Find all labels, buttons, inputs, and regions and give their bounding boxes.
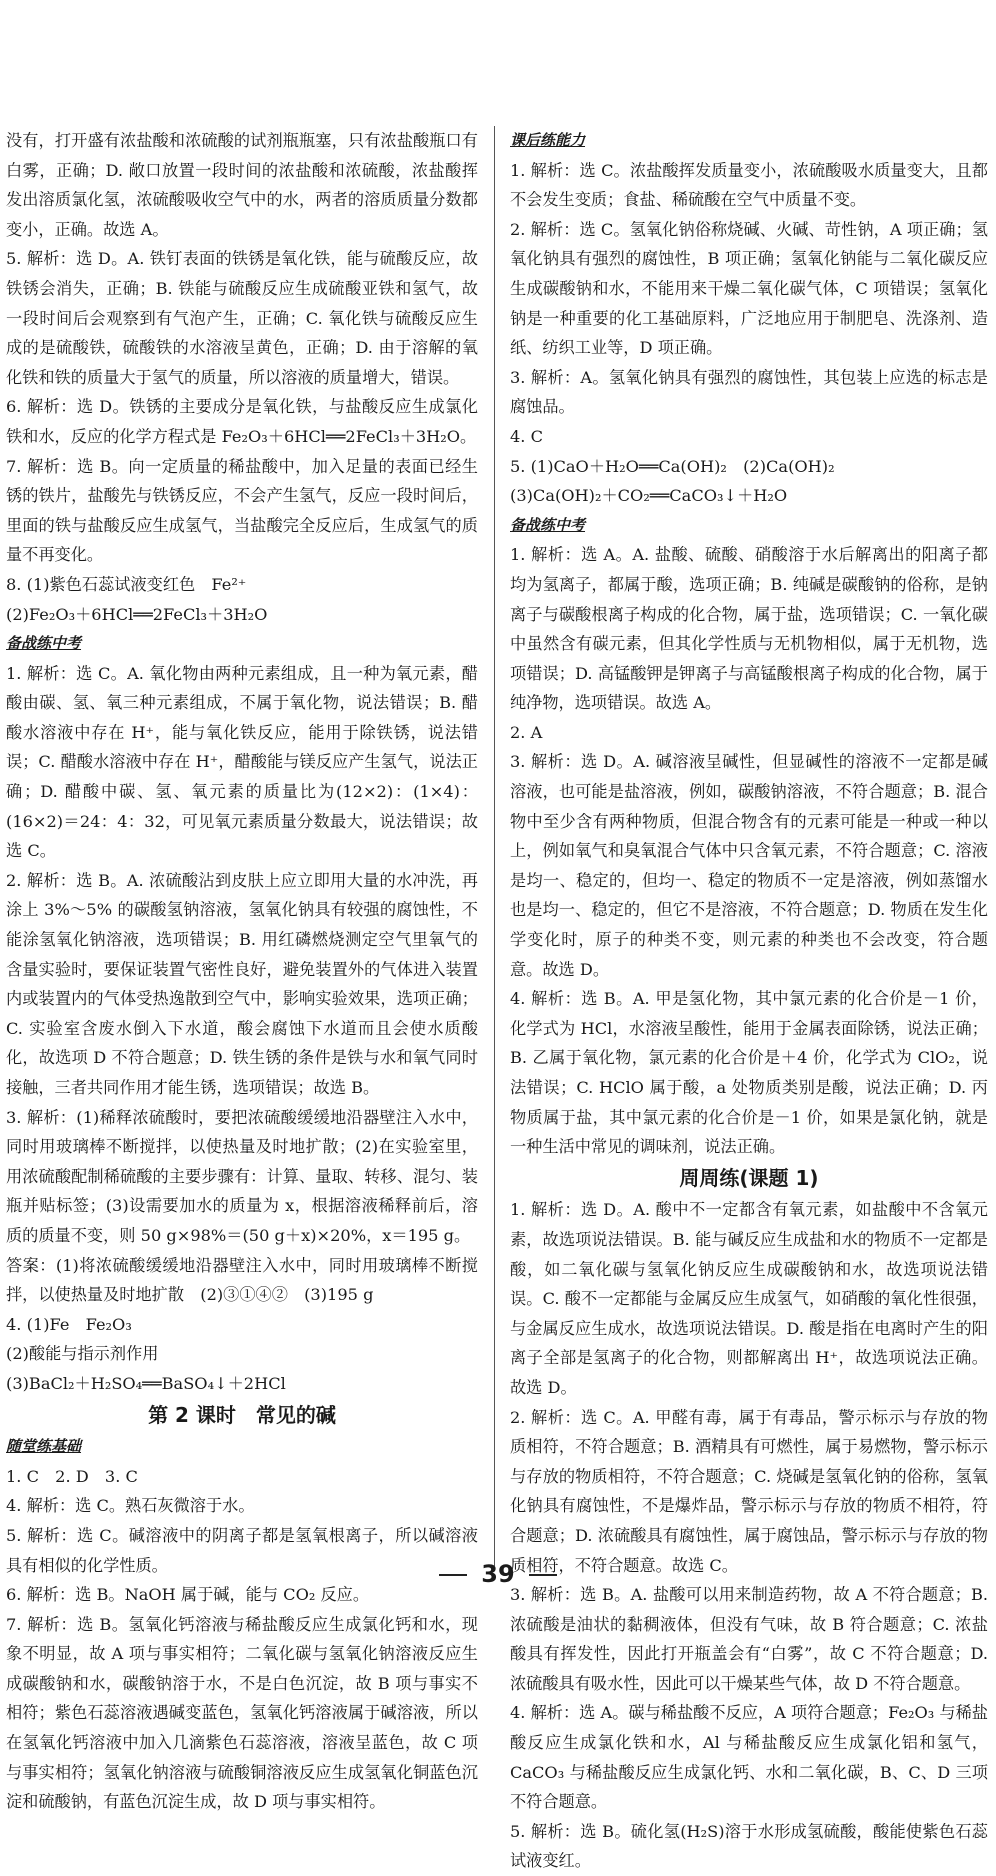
answer-paragraph: 5. 解析：选 D。A. 铁钉表面的铁锈是氧化铁，能与硫酸反应，故铁锈会消失，正确；B. 铁能与硫酸反应生成硫酸亚铁和氢气，故一段时间后会观察到有气泡产生，正确；C. 氧化铁与硫酸反应生成的是硫酸铁，硫酸铁的水溶液呈黄色，正确；D. 由于溶解的氧化铁和铁的质量大于氢气的质量，所以溶液的质量增大，错误。: [6, 249, 478, 387]
lesson-title: 第 2 课时 常见的碱: [148, 1402, 336, 1427]
section-heading: 课后练能力: [510, 131, 586, 149]
answer-paragraph: 3. 解析：A。氢氧化钠具有强烈的腐蚀性，其包装上应选的标志是腐蚀品。: [510, 367, 988, 417]
answer-paragraph: (2)酸能与指示剂作用: [6, 1344, 159, 1364]
right-column: [510, 126, 988, 1876]
answer-paragraph: 4. C: [510, 426, 543, 446]
answer-paragraph: 3. 解析：(1)稀释浓硫酸时，要把浓硫酸缓缓地沿器壁注入水中，同时用玻璃棒不断搅拌，以使热量及时地扩散；(2)在实验室里，用浓硫酸配制稀硫酸的主要步骤有：计算、量取、转移、混匀、装瓶并贴标签；(3)设需要加水的质量为 x，根据溶液稀释前后，溶质的质量不变，则 50 g×98%＝(50 g＋x)×20%，x＝195 g。: [6, 1107, 478, 1245]
answer-paragraph: (3)Ca(OH)₂＋CO₂══CaCO₃↓＋H₂O: [510, 486, 788, 506]
answer-paragraph: 3. 解析：选 D。A. 碱溶液呈碱性，但显碱性的溶液不一定都是碱溶液，也可能是盐溶液，例如，碳酸钠溶液，不符合题意；B. 混合物中至少含有两种物质，但混合物含有的元素可能是一种或一种以上，例如氧气和臭氧混合气体中只含氧元素，不符合题意；C. 溶液是均一、稳定的，但均一、稳定的物质不一定是溶液，例如蒸馏水也是均一、稳定的，但它不是溶液，不符合题意；D. 物质在发生化学变化时，原子的种类不变，则元素的种类也不会改变，符合题意。故选 D。: [510, 752, 988, 979]
answer-paragraph: 1. 解析：选 D。A. 酸中不一定都含有氧元素，如盐酸中不含氧元素，故选项说法错误。B. 能与碱反应生成盐和水的物质不一定都是酸，如二氧化碳与氢氧化钠反应生成碳酸钠和水，故选项说法错误。C. 酸不一定都能与金属反应生成氢气，如硝酸的氧化性很强，与金属反应生成水，故选项说法错误。D. 酸是指在电离时产生的阳离子全部是氢离子的化合物，则都解离出 H⁺，故选项说法正确。故选 D。: [510, 1200, 988, 1397]
answer-paragraph: 1. 解析：选 C。A. 氧化物由两种元素组成，且一种为氧元素，醋酸由碳、氢、氧三种元素组成，不属于氧化物，说法错误；B. 醋酸水溶液中存在 H⁺，能与氧化铁反应，能用于除铁锈，说法错误；C. 醋酸水溶液中存在 H⁺，醋酸能与镁反应产生氢气，说法正确；D. 醋酸中碳、氢、氧元素的质量比为(12×2)：(1×4)：(16×2)＝24：4：32，可见氧元素质量分数最大，说法错误；故选 C。: [6, 663, 478, 861]
answer-paragraph: 2. 解析：选 C。氢氧化钠俗称烧碱、火碱、苛性钠，A 项正确；氢氧化钠具有强烈的腐蚀性，B 项正确；氢氧化钠能与二氧化碳反应生成碳酸钠和水，不能用来干燥二氧化碳气体，C 项错误；氢氧化钠是一种重要的化工基础原料，广泛地应用于制肥皂、洗涤剂、造纸、纺织工业等，D 项正确。: [510, 219, 988, 358]
answer-paragraph: 5. (1)CaO＋H₂O══Ca(OH)₂ (2)Ca(OH)₂: [510, 456, 835, 476]
answer-paragraph: 1. 解析：选 C。浓盐酸挥发质量变小，浓硫酸吸水质量变大，且都不会发生变质；食盐、稀硫酸在空气中质量不变。: [510, 160, 988, 210]
answer-paragraph: 6. 解析：选 D。铁锈的主要成分是氧化铁，与盐酸反应生成氯化铁和水，反应的化学方程式是 Fe₂O₃＋6HCl══2FeCl₃＋3H₂O。: [6, 397, 478, 446]
answer-paragraph: 6. 解析：选 B。NaOH 属于碱，能与 CO₂ 反应。: [6, 1585, 370, 1605]
answer-paragraph: 没有，打开盛有浓盐酸和浓硫酸的试剂瓶瓶塞，只有浓盐酸瓶口有白雾，正确；D. 敞口放置一段时间的浓盐酸和浓硫酸，浓盐酸挥发出溶质氯化氢，浓硫酸吸收空气中的水，两者的溶质质量分数都变小，正确。故选 A。: [6, 131, 478, 239]
answer-paragraph: 4. (1)Fe Fe₂O₃: [6, 1314, 132, 1334]
answer-paragraph: 5. 解析：选 C。碱溶液中的阴离子都是氢氧根离子，所以碱溶液具有相似的化学性质。: [6, 1525, 478, 1575]
answer-paragraph: 5. 解析：选 B。硫化氢(H₂S)溶于水形成氢硫酸，酸能使紫色石蕊试液变红。: [510, 1821, 988, 1871]
answer-paragraph: 答案：(1)将浓硫酸缓缓地沿器壁注入水中，同时用玻璃棒不断搅拌，以使热量及时地扩散 (2)③①④② (3)195 g: [6, 1255, 478, 1305]
answer-paragraph: (3)BaCl₂＋H₂SO₄══BaSO₄↓＋2HCl: [6, 1373, 286, 1393]
column-divider: [494, 126, 495, 1566]
lesson-title: 周周练(课题 1): [679, 1165, 819, 1190]
answer-paragraph: 2. 解析：选 B。A. 浓硫酸沾到皮肤上应立即用大量的水冲洗，再涂上 3%～5% 的碳酸氢钠溶液，氢氧化钠具有较强的腐蚀性，不能涂氢氧化钠溶液，选项错误；B. 用红磷燃烧测定空气里氧气的含量实验时，要保证装置气密性良好，避免装置外的气体进入装置内或装置内的气体受热逸散到空气中，影响实验效果，选项正确；C. 实验室含废水倒入下水道，酸会腐蚀下水道而且会使水质酸化，故选项 D 不符合题意；D. 铁生锈的条件是铁与水和氧气同时接触，三者共同作用才能生锈，选项错误；故选 B。: [6, 870, 478, 1097]
answer-paragraph: 1. 解析：选 A。A. 盐酸、硫酸、硝酸溶于水后解离出的阳离子都均为氢离子，都属于酸，选项正确；B. 纯碱是碳酸钠的俗称，是钠离子与碳酸根离子构成的化合物，属于盐，选项错误；C. 一氧化碳中虽然含有碳元素，但其化学性质与无机物相似，属于无机物，选项错误；D. 高锰酸钾是钾离子与高锰酸根离子构成的化合物，属于纯净物，选项错误。故选 A。: [510, 545, 988, 713]
answer-paragraph: 4. 解析：选 C。熟石灰微溶于水。: [6, 1496, 255, 1516]
answer-paragraph: 4. 解析：选 B。A. 甲是氢化物，其中氯元素的化合价是－1 价，化学式为 HCl，水溶液呈酸性，能用于金属表面除锈，说法正确；B. 乙属于氧化物，氯元素的化合价是＋4 价，化学式为 ClO₂，说法错误；C. HClO 属于酸，a 处物质类别是酸，说法正确；D. 丙物质属于盐，其中氯元素的化合价是－1 价，如果是氯化钠，就是一种生活中常见的调味剂，说法正确。: [510, 989, 988, 1157]
page-number-text: 39: [411, 1560, 584, 1590]
answer-paragraph: 7. 解析：选 B。向一定质量的稀盐酸中，加入足量的表面已经生锈的铁片，盐酸先与铁锈反应，不会产生氢气，反应一段时间后，里面的铁与盐酸反应生成氢气，当盐酸完全反应后，生成氢气的质量不再变化。: [6, 456, 478, 565]
answer-paragraph: (2)Fe₂O₃＋6HCl══2FeCl₃＋3H₂O: [6, 604, 268, 624]
answer-paragraph: 4. 解析：选 A。碳与稀盐酸不反应，A 项符合题意；Fe₂O₃ 与稀盐酸反应生成氯化铁和水，Al 与稀盐酸反应生成氯化铝和氢气，CaCO₃ 与稀盐酸反应生成氯化钙、水和二氧化碳，B、C、D 三项不符合题意。: [510, 1703, 988, 1812]
answer-paragraph: 7. 解析：选 B。氢氧化钙溶液与稀盐酸反应生成氯化钙和水，现象不明显，故 A 项与事实相符；二氧化碳与氢氧化钠溶液反应生成碳酸钠和水，碳酸钠溶于水，不是白色沉淀，故 B 项与事实不相符；紫色石蕊溶液遇碱变蓝色，氢氧化钙溶液属于碱溶液，所以在氢氧化钙溶液中加入几滴紫色石蕊溶液，溶液呈蓝色，故 C 项与事实相符；氢氧化钠溶液与硫酸铜溶液反应生成氢氧化铜蓝色沉淀和硫酸钠，有蓝色沉淀生成，故 D 项与事实相符。: [6, 1614, 478, 1812]
section-heading: 备战练中考: [510, 515, 586, 534]
answer-paragraph: 3. 解析：选 B。A. 盐酸可以用来制造药物，故 A 不符合题意；B. 浓硫酸是油状的黏稠液体，但没有气味，故 B 符合题意；C. 浓盐酸具有挥发性，因此打开瓶盖会有“白雾”，故 C 不符合题意；D. 浓硫酸具有吸水性，因此可以干燥某些气体，故 D 不符合题意。: [510, 1585, 988, 1693]
answer-paragraph: 8. (1)紫色石蕊试液变红色 Fe²⁺: [6, 574, 247, 594]
section-heading: 备战练中考: [6, 634, 82, 653]
page-number: [0, 1560, 996, 1590]
answer-paragraph: 2. 解析：选 C。A. 甲醛有毒，属于有毒品，警示标示与存放的物质相符，不符合题意；B. 酒精具有可燃性，属于易燃物，警示标示与存放的物质相符，不符合题意；C. 烧碱是氢氧化钠的俗称，氢氧化钠具有腐蚀性，不是爆炸品，警示标示与存放的物质不相符，符合题意；D. 浓硫酸具有腐蚀性，属于腐蚀品，警示标示与存放的物质相符，不符合题意。故选 C。: [510, 1407, 988, 1575]
answer-paragraph: 1. C 2. D 3. C: [6, 1466, 138, 1486]
answer-paragraph: 2. A: [510, 722, 543, 742]
section-heading: 随堂练基础: [6, 1437, 82, 1456]
